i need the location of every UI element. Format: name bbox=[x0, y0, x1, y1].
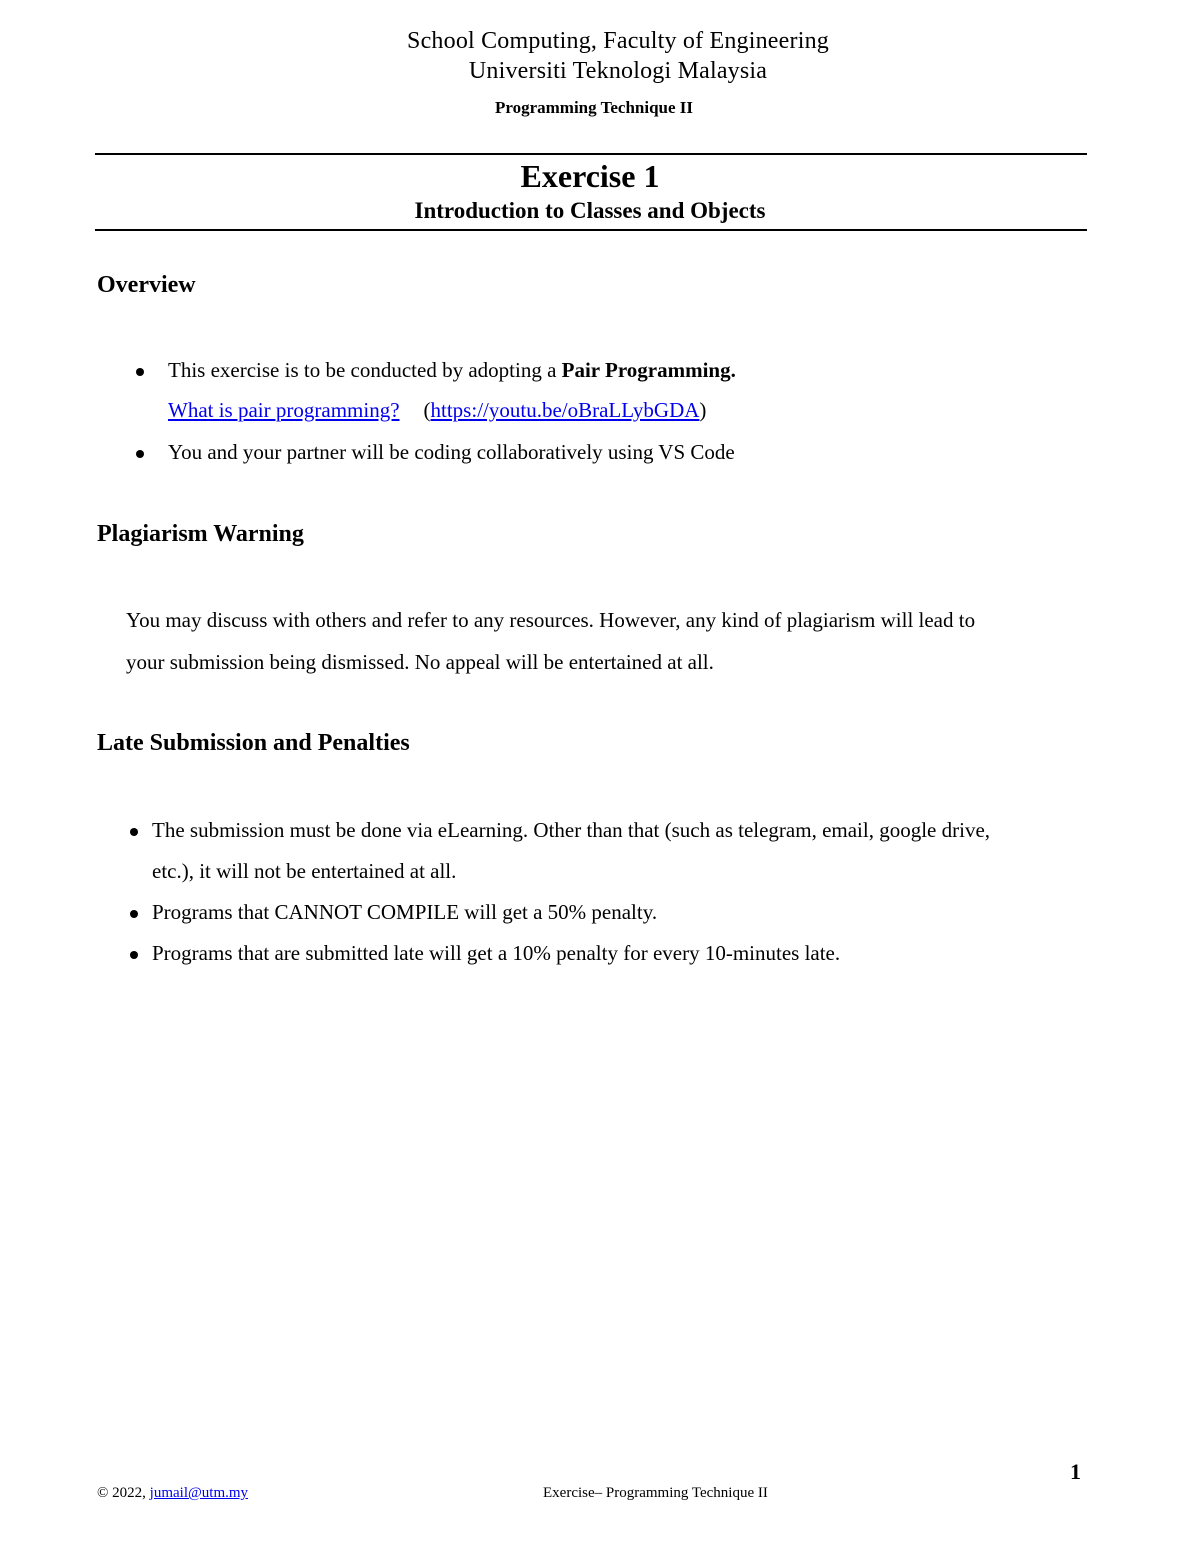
header-school: School Computing, Faculty of Engineering bbox=[407, 28, 829, 54]
plagiarism-line-1: You may discuss with others and refer to any resources. However, any kind of plagiarism will lead to bbox=[126, 608, 976, 632]
title-rule-bottom bbox=[95, 229, 1087, 231]
page-number: 1 bbox=[1070, 1459, 1081, 1484]
footer-copyright bbox=[97, 1485, 248, 1502]
late-submission-heading: Late Submission and Penalties bbox=[97, 730, 410, 756]
footer-copyright-prefix: © 2022, bbox=[97, 1485, 150, 1501]
header-course: Programming Technique II bbox=[494, 98, 694, 117]
footer-email-link[interactable]: jumail@utm.my bbox=[149, 1485, 249, 1501]
plagiarism-heading: Plagiarism Warning bbox=[97, 521, 304, 547]
overview-bullet-1-bold: Pair Programming. bbox=[561, 358, 736, 382]
plagiarism-line-2: your submission being dismissed. No appeal will be entertained at all. bbox=[126, 650, 714, 674]
overview-bullet-2: You and your partner will be coding collaboratively using VS Code bbox=[168, 440, 735, 464]
late-bullet-3: Programs that are submitted late will get a 10% penalty for every 10-minutes late. bbox=[152, 941, 841, 965]
overview-bullet-1 bbox=[168, 358, 736, 383]
youtube-link[interactable]: https://youtu.be/oBraLLybGDA bbox=[430, 398, 700, 422]
bullet-dot-icon bbox=[136, 450, 144, 458]
late-bullet-2: Programs that CANNOT COMPILE will get a 50% penalty. bbox=[152, 900, 658, 924]
footer-course-label: Exercise– Programming Technique II bbox=[543, 1485, 768, 1501]
overview-bullet-1-text: This exercise is to be conducted by adopting a bbox=[168, 358, 562, 382]
bullet-dot-icon bbox=[130, 910, 138, 918]
bullet-dot-icon bbox=[130, 951, 138, 959]
overview-heading: Overview bbox=[97, 272, 196, 298]
overview-links-line bbox=[168, 398, 706, 423]
late-bullet-1-line-2: etc.), it will not be entertained at all. bbox=[152, 859, 457, 883]
pair-programming-link[interactable]: What is pair programming? bbox=[168, 398, 400, 422]
header-university: Universiti Teknologi Malaysia bbox=[468, 58, 768, 84]
late-bullet-1-line-1: The submission must be done via eLearning. Other than that (such as telegram, email, google drive, bbox=[152, 818, 991, 842]
page-title: Exercise 1 bbox=[520, 158, 660, 194]
bullet-dot-icon bbox=[130, 828, 138, 836]
title-rule-top bbox=[95, 153, 1087, 155]
page-subtitle: Introduction to Classes and Objects bbox=[414, 198, 766, 223]
url-close-paren: ) bbox=[699, 398, 707, 422]
url-open-paren: ( bbox=[423, 398, 431, 422]
bullet-dot-icon bbox=[136, 368, 144, 376]
